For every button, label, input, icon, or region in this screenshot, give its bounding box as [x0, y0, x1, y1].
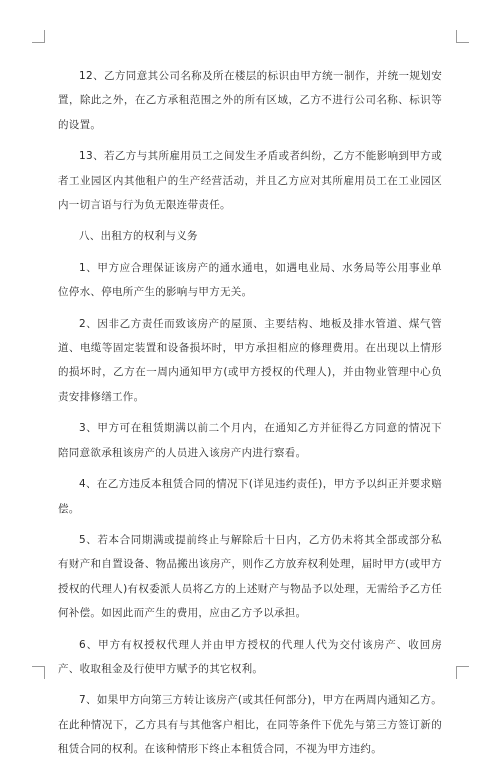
crop-mark-top-right [456, 30, 469, 43]
paragraph-6: 6、甲方有权授权代理人并由甲方授权的代理人代为交付该房产、收回房产、收取租金及行使甲方赋予的其它权利。 [58, 638, 442, 675]
paragraph-12: 12、乙方同意其公司名称及所在楼层的标识由甲方统一制作，并统一规划安置，除此之外，在乙方承租范围之外的所有区域，乙方不进行公司名称、标识等的设置。 [58, 70, 442, 131]
crop-mark-bottom-right [456, 666, 469, 679]
document-body [58, 64, 442, 769]
crop-mark-top-left [32, 30, 45, 43]
paragraph-13: 13、若乙方与其所雇用员工之间发生矛盾或者纠纷，乙方不能影响到甲方或者工业园区内其他租户的生产经营活动，并且乙方应对其所雇用员工在工业园区内一切言语与行为负无限连带责任。 [58, 150, 442, 212]
crop-mark-bottom-left [32, 666, 45, 679]
section-heading-lessor-rights: 八、出租方的权利与义务 [79, 230, 198, 243]
paragraph-7: 7、如果甲方向第三方转让该房产(或其任何部分)，甲方在两周内通知乙方。在此种情况下，乙方具有与其他客户相比，在同等条件下优先与第三方签订新的租赁合同的权利。在该种情形下终止本租赁合同，不视为甲方违约。 [58, 694, 442, 756]
paragraph-2: 2、因非乙方责任而致该房产的屋顶、主要结构、地板及排水管道、煤气管道、电缆等固定装置和设备损坏时，甲方承担相应的修理费用。在出现以上情形的损坏时，乙方在一周内通知甲方(或甲方授权的代理人)，并由物业管理中心负责安排修缮工作。 [58, 317, 442, 403]
paragraph-4: 4、在乙方违反本租赁合同的情况下(详见违约责任)，甲方予以纠正并要求赔偿。 [58, 478, 442, 515]
paragraph-5: 5、若本合同期满或提前终止与解除后十日内，乙方仍未将其全部或部分私有财产和自置设备、物品搬出该房产，则作乙方放弃权利处理，届时甲方(或甲方授权的代理人)有权委派人员将乙方的上述财产与物品予以处理，无需给予乙方任何补偿。如因此而产生的费用，应由乙方予以承担。 [58, 533, 442, 620]
paragraph-3: 3、甲方可在租赁期满以前二个月内，在通知乙方并征得乙方同意的情况下陪同意欲承租该房产的人员进入该房产内进行察看。 [58, 422, 442, 459]
paragraph-1: 1、甲方应合理保证该房产的通水通电，如遇电业局、水务局等公用事业单位停水、停电所产生的影响与甲方无关。 [58, 261, 442, 299]
